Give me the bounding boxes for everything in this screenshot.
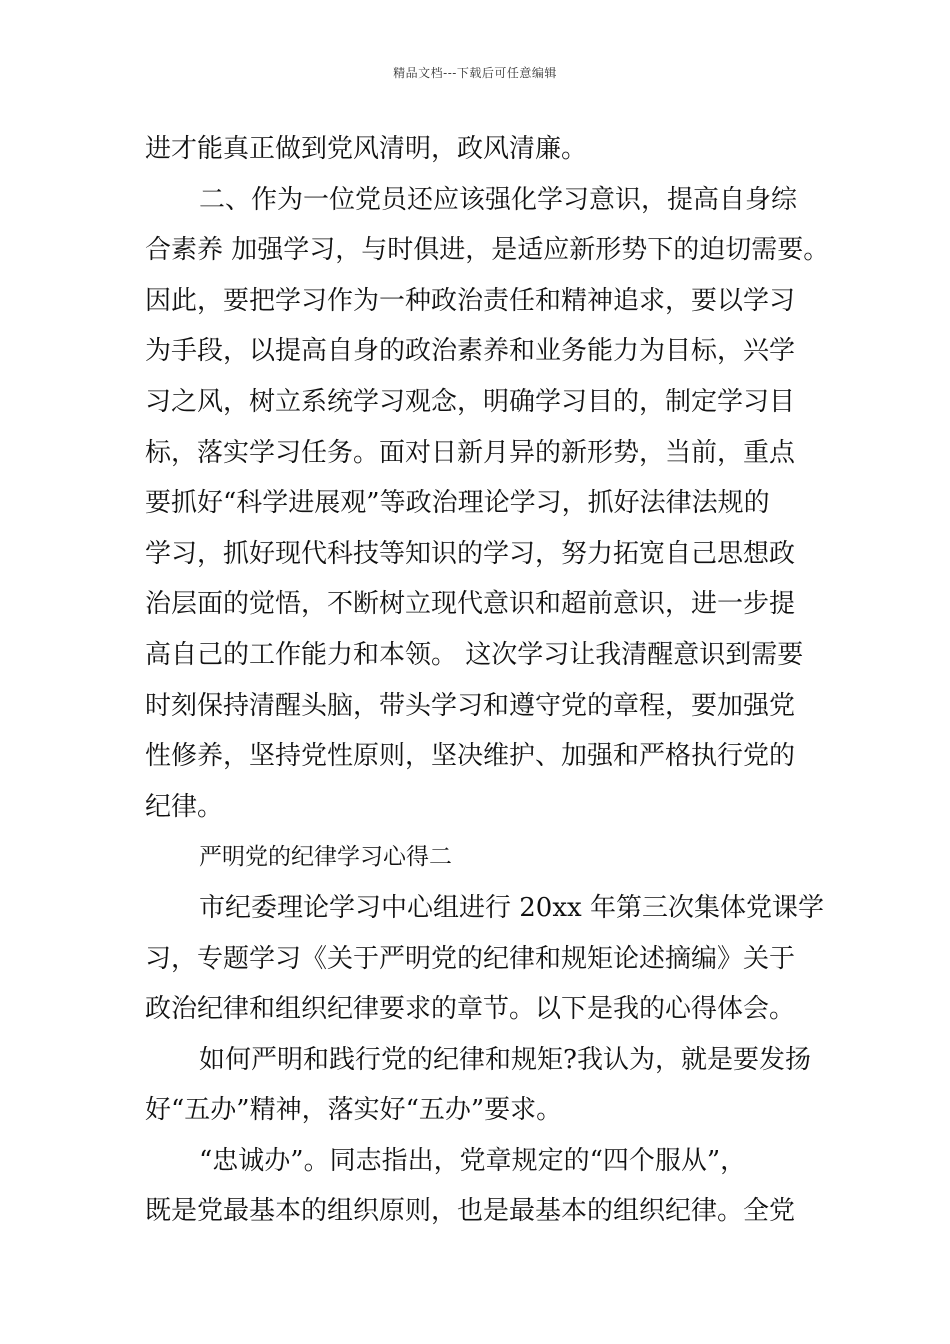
text-line: 学习，抓好现代科技等知识的学习，努力拓宽自己思想政: [145, 538, 796, 569]
text-line: 时刻保持清醒头脑，带头学习和遵守党的章程，要加强党: [145, 690, 796, 721]
text-line: 标，落实学习任务。面对日新月异的新形势，当前，重点: [145, 437, 796, 468]
text-line: 高自己的工作能力和本领。 这次学习让我清醒意识到需要: [145, 639, 804, 670]
text-line: 政治纪律和组织纪律要求的章节。以下是我的心得体会。: [145, 994, 796, 1025]
document-body: [145, 124, 830, 1237]
text-line: 性修养，坚持党性原则，坚决维护、加强和严格执行党的: [145, 741, 796, 772]
page-header: 精品文档---下载后可任意编辑: [393, 66, 557, 80]
text-line: 治层面的觉悟，不断树立现代意识和超前意识，进一步提: [145, 589, 796, 620]
section-title: 严明党的纪律学习心得二: [199, 844, 452, 871]
text-line: 合素养 加强学习，与时俱进，是适应新形势下的迫切需要。: [145, 235, 830, 266]
text-line: 好“五办”精神，落实好“五办”要求。: [145, 1095, 563, 1126]
text-line: 纪律。: [145, 791, 224, 822]
text-line: 因此，要把学习作为一种政治责任和精神追求，要以学习: [145, 285, 796, 316]
text-line: 为手段，以提高自身的政治素养和业务能力为目标，兴学: [145, 336, 796, 367]
text-line: 既是党最基本的组织原则，也是最基本的组织纪律。全党: [145, 1196, 796, 1227]
text-line: 习之风，树立系统学习观念，明确学习目的，制定学习目: [145, 386, 796, 417]
text-line: 市纪委理论学习中心组进行 20xx 年第三次集体党课学: [199, 892, 824, 923]
text-line: “忠诚办”。同志指出，党章规定的“四个服从”，: [199, 1145, 747, 1176]
text-line: 要抓好“科学进展观”等政治理论学习，抓好法律法规的: [145, 488, 770, 519]
text-line: 进才能真正做到党风清明，政风清廉。: [145, 134, 588, 164]
text-line: 习，专题学习《关于严明党的纪律和规矩论述摘编》关于: [145, 943, 796, 974]
text-line: 如何严明和践行党的纪律和规矩?我认为，就是要发扬: [199, 1044, 811, 1075]
text-line: 二、作为一位党员还应该强化学习意识，提高自身综: [199, 184, 798, 215]
